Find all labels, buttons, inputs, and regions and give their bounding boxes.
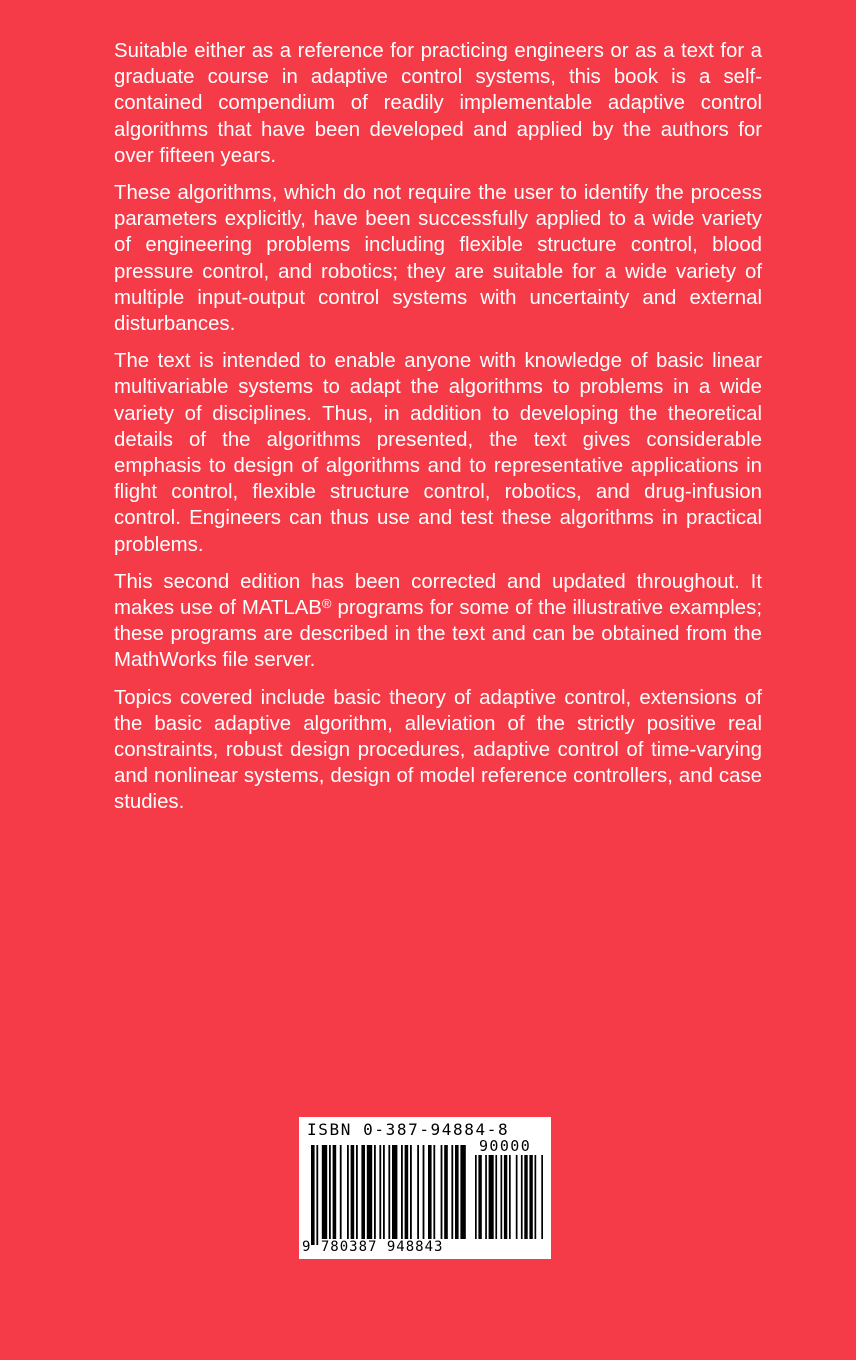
addon-bar xyxy=(485,1155,487,1239)
barcode-bar xyxy=(383,1145,385,1239)
addon-bar xyxy=(524,1155,527,1239)
barcode-bar xyxy=(423,1145,425,1239)
barcode-bar xyxy=(433,1145,435,1239)
addon-bar xyxy=(541,1155,543,1239)
paragraph-topics: Topics covered include basic theory of adaptive control, extensions of the basic adaptive algorithm, alleviation of the strictly positive real constraints, robust design procedures, adaptive control of time-varying and nonlinear systems, design of model reference controllers, and case studies. xyxy=(114,686,762,814)
barcode-bar xyxy=(333,1145,337,1239)
barcode-bar xyxy=(417,1145,419,1239)
barcode-bar xyxy=(405,1145,409,1239)
addon-bar xyxy=(509,1155,511,1239)
paragraph-algorithms: These algorithms, which do not require the user to identify the process parameters explicitly, have been successfully applied to a wide variety of engineering problems including flexible structure control, blood pressure control, and robotics; they are suitable for a wide variety of multiple input-output control systems with uncertainty and external disturbances. xyxy=(114,182,762,336)
paragraph-second-edition xyxy=(114,569,762,674)
barcode-bar xyxy=(311,1145,315,1245)
barcode-bar xyxy=(322,1145,327,1239)
barcode-bar xyxy=(329,1145,331,1239)
barcode-bar xyxy=(451,1145,453,1239)
barcode-bar xyxy=(410,1145,412,1239)
barcode-bar xyxy=(455,1145,459,1239)
barcode-bar xyxy=(441,1145,443,1239)
barcode-bar xyxy=(379,1145,381,1239)
isbn-barcode xyxy=(299,1117,551,1259)
isbn-label: ISBN 0-387-94884-8 xyxy=(307,1120,510,1139)
addon-bar xyxy=(521,1155,523,1239)
barcode-bar xyxy=(392,1145,397,1239)
barcode-bar xyxy=(367,1145,372,1239)
barcode-bars xyxy=(299,1117,551,1259)
addon-bar xyxy=(475,1155,477,1239)
ean-digits xyxy=(302,1239,443,1255)
barcode-bar xyxy=(340,1145,342,1239)
barcode-bar xyxy=(351,1145,355,1239)
barcode-bar xyxy=(347,1145,349,1239)
addon-bar xyxy=(495,1155,497,1239)
paragraph-intro: Suitable either as a reference for practicing engineers or as a text for a graduate course in adaptive control systems, this book is a self-contained compendium of readily implementable adaptive control algorithms that have been developed and applied by the authors for over fifteen years. xyxy=(114,40,762,167)
barcode-bar xyxy=(388,1145,390,1239)
barcode-bar xyxy=(444,1145,448,1239)
ean-prefix: 9 xyxy=(302,1239,312,1255)
barcode-bar xyxy=(460,1145,465,1239)
second-edition-text-a: This second edition has been corrected and updated throughout. It makes use of MATLAB xyxy=(114,570,762,620)
barcode-bar xyxy=(361,1145,365,1239)
back-cover-description xyxy=(114,38,762,827)
addon-bar xyxy=(478,1155,481,1239)
barcode-bar xyxy=(356,1145,358,1239)
barcode-bar xyxy=(374,1145,376,1239)
addon-bar xyxy=(535,1155,537,1239)
addon-bar xyxy=(489,1155,494,1239)
registered-mark: ® xyxy=(321,596,332,612)
addon-bar xyxy=(529,1155,532,1239)
barcode-bar xyxy=(428,1145,432,1239)
price-addon-digits: 90000 xyxy=(479,1137,532,1155)
second-edition-text-b: programs for some of the illustrative examples; these programs are described in the text and can be obtained from the MathWorks file server. xyxy=(114,597,762,672)
addon-bar xyxy=(504,1155,507,1239)
ean-number: 780387 948843 xyxy=(320,1239,444,1255)
barcode-bar xyxy=(401,1145,403,1239)
addon-bar xyxy=(516,1155,518,1239)
barcode-bar xyxy=(316,1145,318,1245)
addon-bar xyxy=(501,1155,503,1239)
paragraph-audience: The text is intended to enable anyone with knowledge of basic linear multivariable systems to adapt the algorithms to problems in a wide variety of disciplines. Thus, in addition to developing the theoretical details of the algorithms presented, the text gives considerable emphasis to design of algorithms and to representative applications in flight control, flexible structure control, robotics, and drug-infusion control. Engineers can thus use and test these algorithms in practical problems. xyxy=(114,350,762,556)
